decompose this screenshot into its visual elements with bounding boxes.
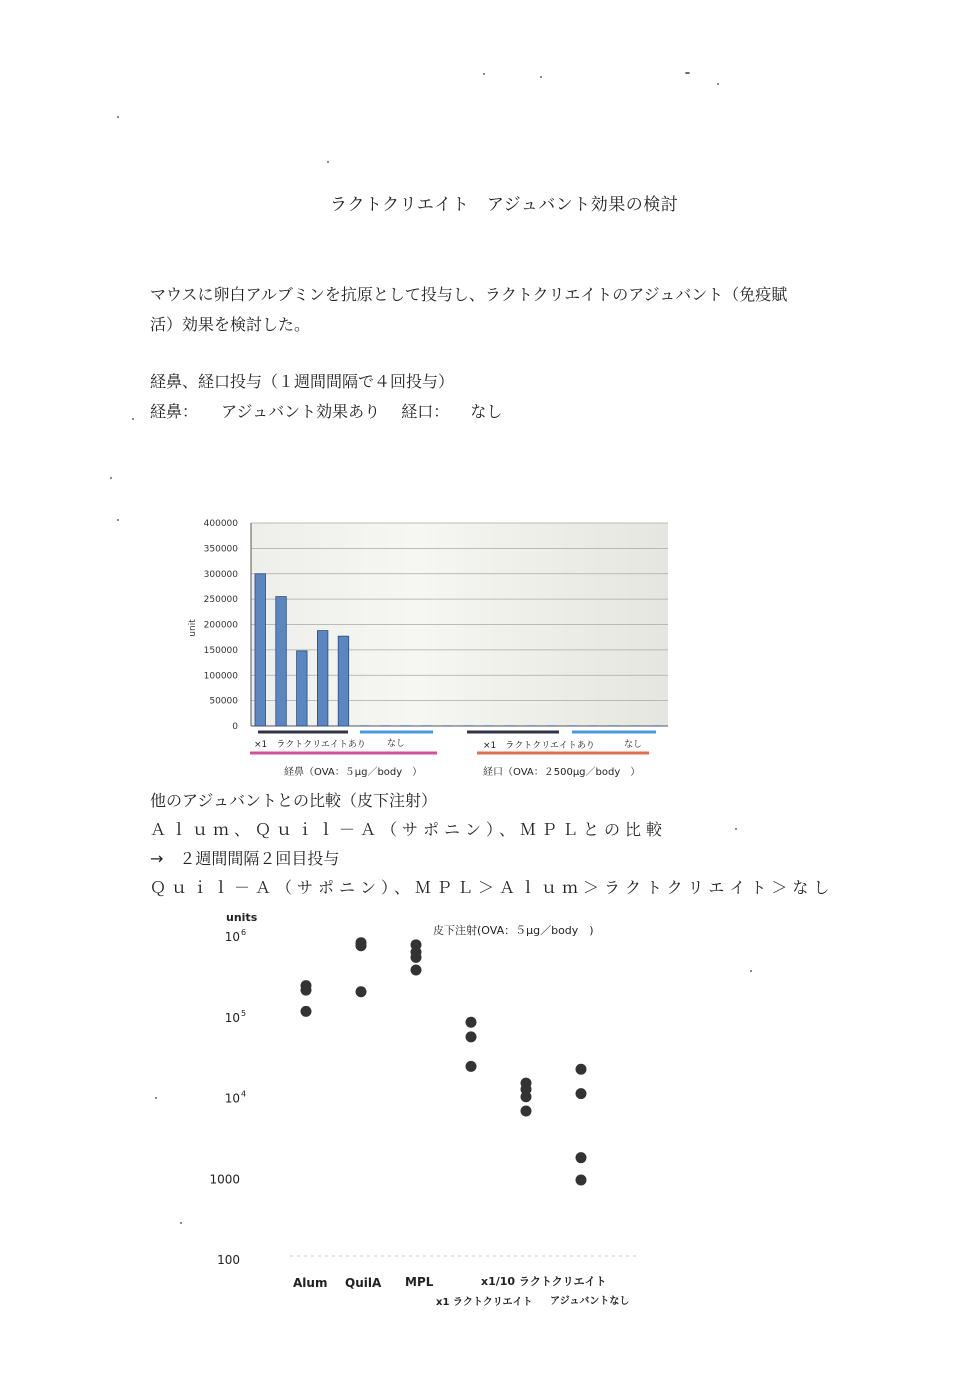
result-line (150, 399, 502, 422)
bar (567, 725, 578, 726)
xlabel-x1-10: x1/10 ラクトクリエイト (481, 1275, 607, 1288)
bar-chart (180, 510, 680, 780)
scatter-point (466, 1031, 477, 1042)
document-title: ラクトクリエイト アジュバント効果の検討 (330, 195, 679, 215)
scatter-ytick-label: 1000 (209, 1172, 240, 1187)
scatter-ytick-label: 10 (224, 1010, 240, 1025)
xlabel-x1: x1 ラクトクリエイト (436, 1297, 533, 1308)
bar (442, 725, 453, 726)
scatter-ytick-exponent: 4 (241, 1089, 247, 1099)
bar-ytick-label: 400000 (203, 519, 238, 529)
group-label-1: ×1 ラクトクリエイトあり (254, 740, 366, 750)
bar-ytick-label: 250000 (203, 595, 238, 606)
xlabel-none: アジュバントなし (550, 1296, 630, 1307)
bar (255, 574, 266, 726)
scatter-point (301, 1006, 312, 1017)
scatter-ytick-exponent: 5 (241, 1008, 247, 1018)
scatter-point (356, 986, 367, 997)
method-line: 経鼻、経口投与（１週間間隔で４回投与） (150, 372, 455, 391)
xlabel-mpl: MPL (405, 1275, 434, 1289)
bar-ytick-label: 0 (232, 722, 238, 732)
scatter-point (576, 1088, 587, 1099)
bar-ytick-label: 150000 (203, 645, 238, 656)
bar (421, 725, 432, 726)
scatter-point (576, 1152, 587, 1163)
bar-ytick-label: 200000 (203, 620, 238, 631)
intro-line-1: マウスに卵白アルブミンを抗原として投与し、ラクトクリエイトのアジュバント（免疫賦 (150, 285, 788, 304)
result-oral: なし (470, 402, 503, 421)
scatter-point (301, 985, 312, 996)
bar (525, 725, 536, 726)
nasal-route-label: 経鼻（OVA：５μg／body ） (284, 767, 423, 778)
bar (401, 725, 412, 726)
bar (338, 636, 349, 726)
compare-heading: 他のアジュバントとの比較（皮下注射） (150, 791, 438, 810)
scatter-ytick-label: 10 (224, 1091, 240, 1106)
scatter-point (576, 1174, 587, 1185)
scatter-ytick-label: 100 (217, 1253, 240, 1267)
compare-line-1: Ａｌｕｍ、Ｑｕｉｌ－Ａ（サポニン）、ＭＰＬとの比較 (150, 820, 668, 839)
group-label-3: ×1 ラクトクリエイトあり (483, 741, 595, 751)
result-label-oral: 経口： (401, 402, 450, 421)
bar-ytick-label: 100000 (203, 671, 238, 682)
group-label-4: なし (623, 740, 643, 750)
bar-ytick-label: 50000 (209, 696, 238, 707)
scatter-point (521, 1091, 532, 1102)
bar (546, 725, 557, 726)
bar (650, 725, 661, 726)
scatter-title: 皮下注射(OVA：５μg／body ) (433, 924, 594, 937)
scatter-point (521, 1106, 532, 1117)
scatter-ytick-exponent: 6 (241, 928, 247, 937)
bar-ytick-label: 350000 (203, 544, 238, 555)
bar (297, 651, 308, 726)
bar (588, 725, 599, 726)
bar (359, 725, 370, 726)
scatter-point (411, 952, 422, 963)
xlabel-alum: Alum (293, 1276, 328, 1290)
bar (629, 725, 640, 726)
bar (380, 725, 391, 726)
group-label-2: なし (386, 739, 406, 749)
bar-ylabel: unit (188, 619, 198, 637)
intro-line-2: 活）効果を検討した。 (150, 315, 311, 334)
scatter-ytick-label: 10 (224, 930, 240, 944)
scatter-point (576, 1064, 587, 1075)
bar-ytick-label: 300000 (203, 569, 238, 580)
scatter-ylabel: units (226, 911, 258, 924)
scatter-point (466, 1017, 477, 1028)
bar (276, 597, 287, 726)
result-label-nasal: 経鼻： (150, 402, 199, 421)
bar (484, 725, 495, 726)
bar (609, 725, 620, 726)
result-nasal: アジュバント効果あり (221, 402, 381, 421)
compare-line-2: → ２週間間隔２回目投与 (150, 849, 340, 868)
oral-route-label: 経口（OVA：２500μg／body ） (483, 767, 641, 778)
bar (317, 631, 328, 726)
xlabel-quila: QuilA (345, 1276, 382, 1290)
scatter-chart (200, 905, 660, 1315)
scatter-point (411, 965, 422, 976)
bar (463, 725, 474, 726)
compare-line-3: Ｑｕｉｌ－Ａ（サポニン）、ＭＰＬ＞Ａｌｕｍ＞ラクトクリエイト＞なし (150, 878, 835, 897)
scatter-point (356, 940, 367, 951)
bar (505, 725, 515, 726)
scatter-point (466, 1061, 477, 1072)
